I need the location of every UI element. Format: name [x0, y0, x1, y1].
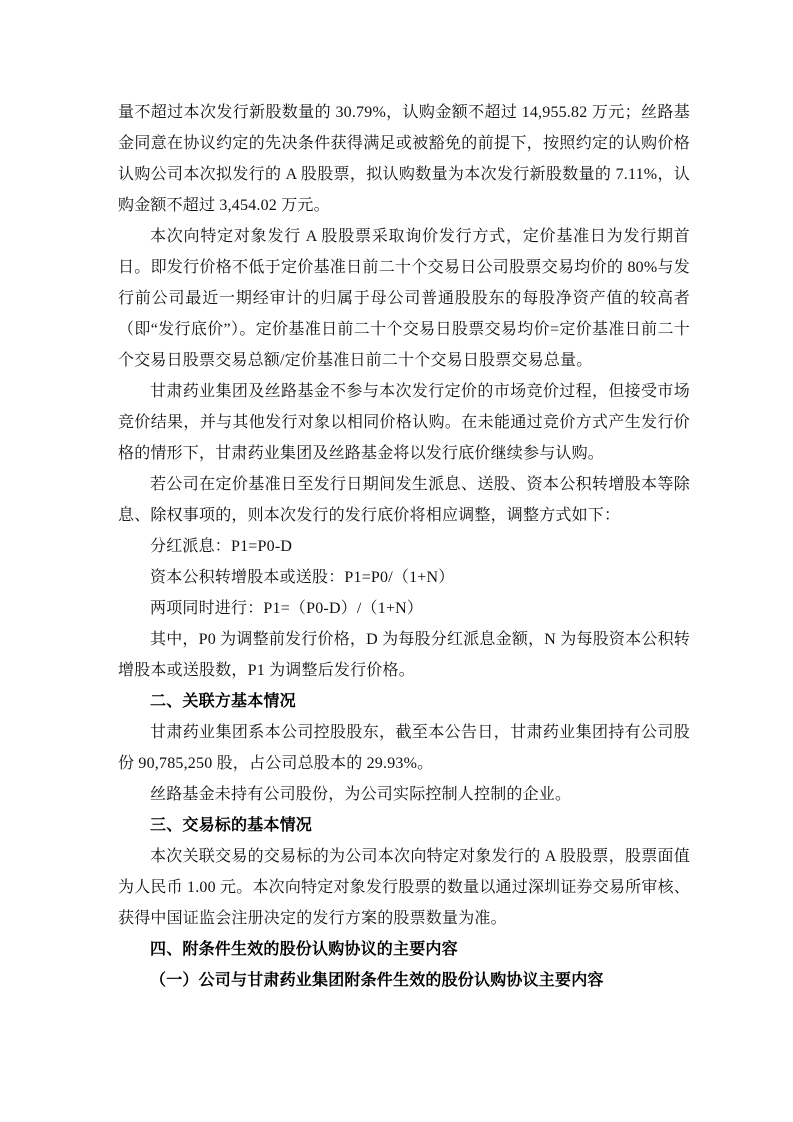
body-paragraph: 甘肃药业集团及丝路基金不参与本次发行定价的市场竞价过程，但接受市场竞价结果，并与其他发行对象以相同价格认购。在未能通过竞价方式产生发行价格的情形下，甘肃药业集团及丝路基金将以发行底价继续参与认购。 [118, 383, 690, 462]
section-heading: 三、交易标的基本情况 [150, 817, 313, 834]
section-heading: 二、关联方基本情况 [150, 693, 296, 710]
body-paragraph: 其中，P0 为调整前发行价格，D 为每股分红派息金额，N 为每股资本公积转增股本或送股数，P1 为调整后发行价格。 [118, 631, 690, 679]
body-paragraph: 量不超过本次发行新股数量的 30.79%，认购金额不超过 14,955.82 万元；丝路基金同意在协议约定的先决条件获得满足或被豁免的前提下，按照约定的认购价格认购公司本次拟发行的 A 股股票，拟认购数量为本次发行新股数量的 7.11%，认购金额不超过 3,454.02 万元。 [118, 104, 690, 214]
formula-line: 资本公积转增股本或送股：P1=P0/（1+N） [150, 569, 455, 586]
formula-line: 两项同时进行：P1=（P0-D）/（1+N） [150, 600, 424, 617]
body-paragraph: 若公司在定价基准日至发行日期间发生派息、送股、资本公积转增股本等除息、除权事项的，则本次发行的发行底价将相应调整，调整方式如下： [118, 476, 690, 524]
section-heading: 四、附条件生效的股份认购协议的主要内容 [150, 941, 458, 958]
body-paragraph: 本次关联交易的交易标的为公司本次向特定对象发行的 A 股股票，股票面值为人民币 1.00 元。本次向特定对象发行股票的数量以通过深圳证券交易所审核、获得中国证监会注册决定的发行方案的股票数量为准。 [118, 848, 690, 927]
body-paragraph: 丝路基金未持有公司股份，为公司实际控制人控制的企业。 [150, 786, 572, 803]
formula-line: 分红派息：P1=P0-D [150, 538, 293, 555]
subsection-heading: （一）公司与甘肃药业集团附条件生效的股份认购协议主要内容 [150, 972, 604, 989]
body-paragraph: 甘肃药业集团系本公司控股股东，截至本公告日，甘肃药业集团持有公司股份 90,785,250 股，占公司总股本的 29.93%。 [118, 724, 690, 772]
body-paragraph: 本次向特定对象发行 A 股股票采取询价发行方式，定价基准日为发行期首日。即发行价格不低于定价基准日前二十个交易日公司股票交易均价的 80%与发行前公司最近一期经审计的归属于母公司普通股股东的每股净资产值的较高者（即“发行底价”）。定价基准日前二十个交易日股票交易均价=定价基准日前二十个交易日股票交易总额/定价基准日前二十个交易日股票交易总量。 [118, 228, 690, 369]
document-content [118, 97, 690, 996]
